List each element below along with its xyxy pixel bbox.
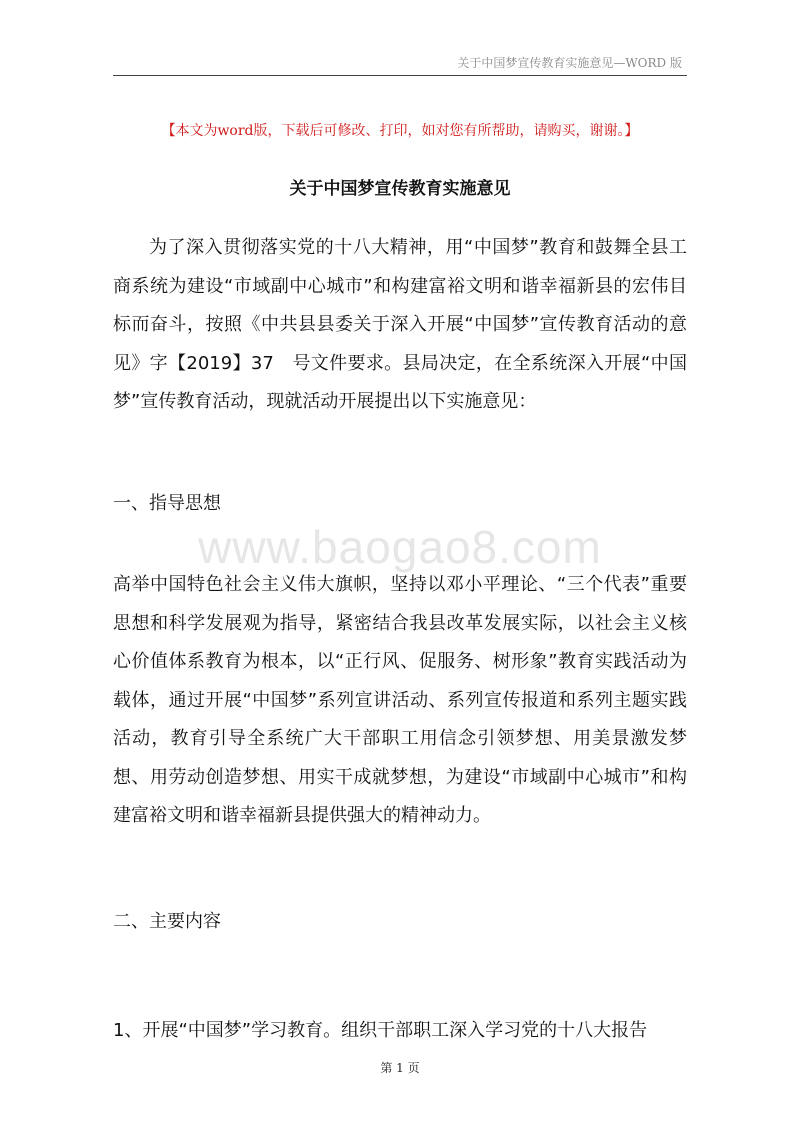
- running-header: 关于中国梦宣传教育实施意见—WORD 版: [457, 56, 682, 70]
- download-notice: 【本文为word版，下载后可修改、打印，如对您有所帮助，请购买，谢谢。】: [161, 123, 639, 139]
- section-heading-guiding-ideology: 一、指导思想: [113, 493, 221, 514]
- main-content-item-1: 1、开展“中国梦”学习教育。组织干部职工深入学习党的十八大报告: [113, 1020, 648, 1041]
- guiding-ideology-paragraph: 高举中国特色社会主义伟大旗帜，坚持以邓小平理论、“三个代表”重要思想和科学发展观为指导，紧密结合我县改革发展实际，以社会主义核心价值体系教育为根本，以“正行风、促服务、树形象”教育实践活动为载体，通过开展“中国梦”系列宣讲活动、系列宣传报道和系列主题实践活动，教育引导全系统广大干部职工用信念引领梦想、用美景激发梦想、用劳动创造梦想、用实干成就梦想，为建设“市域副中心城市”和构建富裕文明和谐幸福新县提供强大的精神动力。: [113, 574, 687, 826]
- header-divider: [113, 75, 687, 76]
- site-watermark: www.baogao8.com: [198, 521, 602, 573]
- section-heading-main-content: 二、主要内容: [113, 911, 221, 932]
- document-title: 关于中国梦宣传教育实施意见: [289, 179, 511, 199]
- page-number: 第 1 页: [380, 1061, 420, 1075]
- intro-paragraph: 为了深入贯彻落实党的十八大精神，用“中国梦”教育和鼓舞全县工商系统为建设“市域副中心城市”和构建富裕文明和谐幸福新县的宏伟目标而奋斗，按照《中共县县委关于深入开展“中国梦”宣传教育活动的意见》字【2019】37 号文件要求。县局决定，在全系统深入开展“中国梦”宣传教育活动，现就活动开展提出以下实施意见：: [113, 237, 687, 412]
